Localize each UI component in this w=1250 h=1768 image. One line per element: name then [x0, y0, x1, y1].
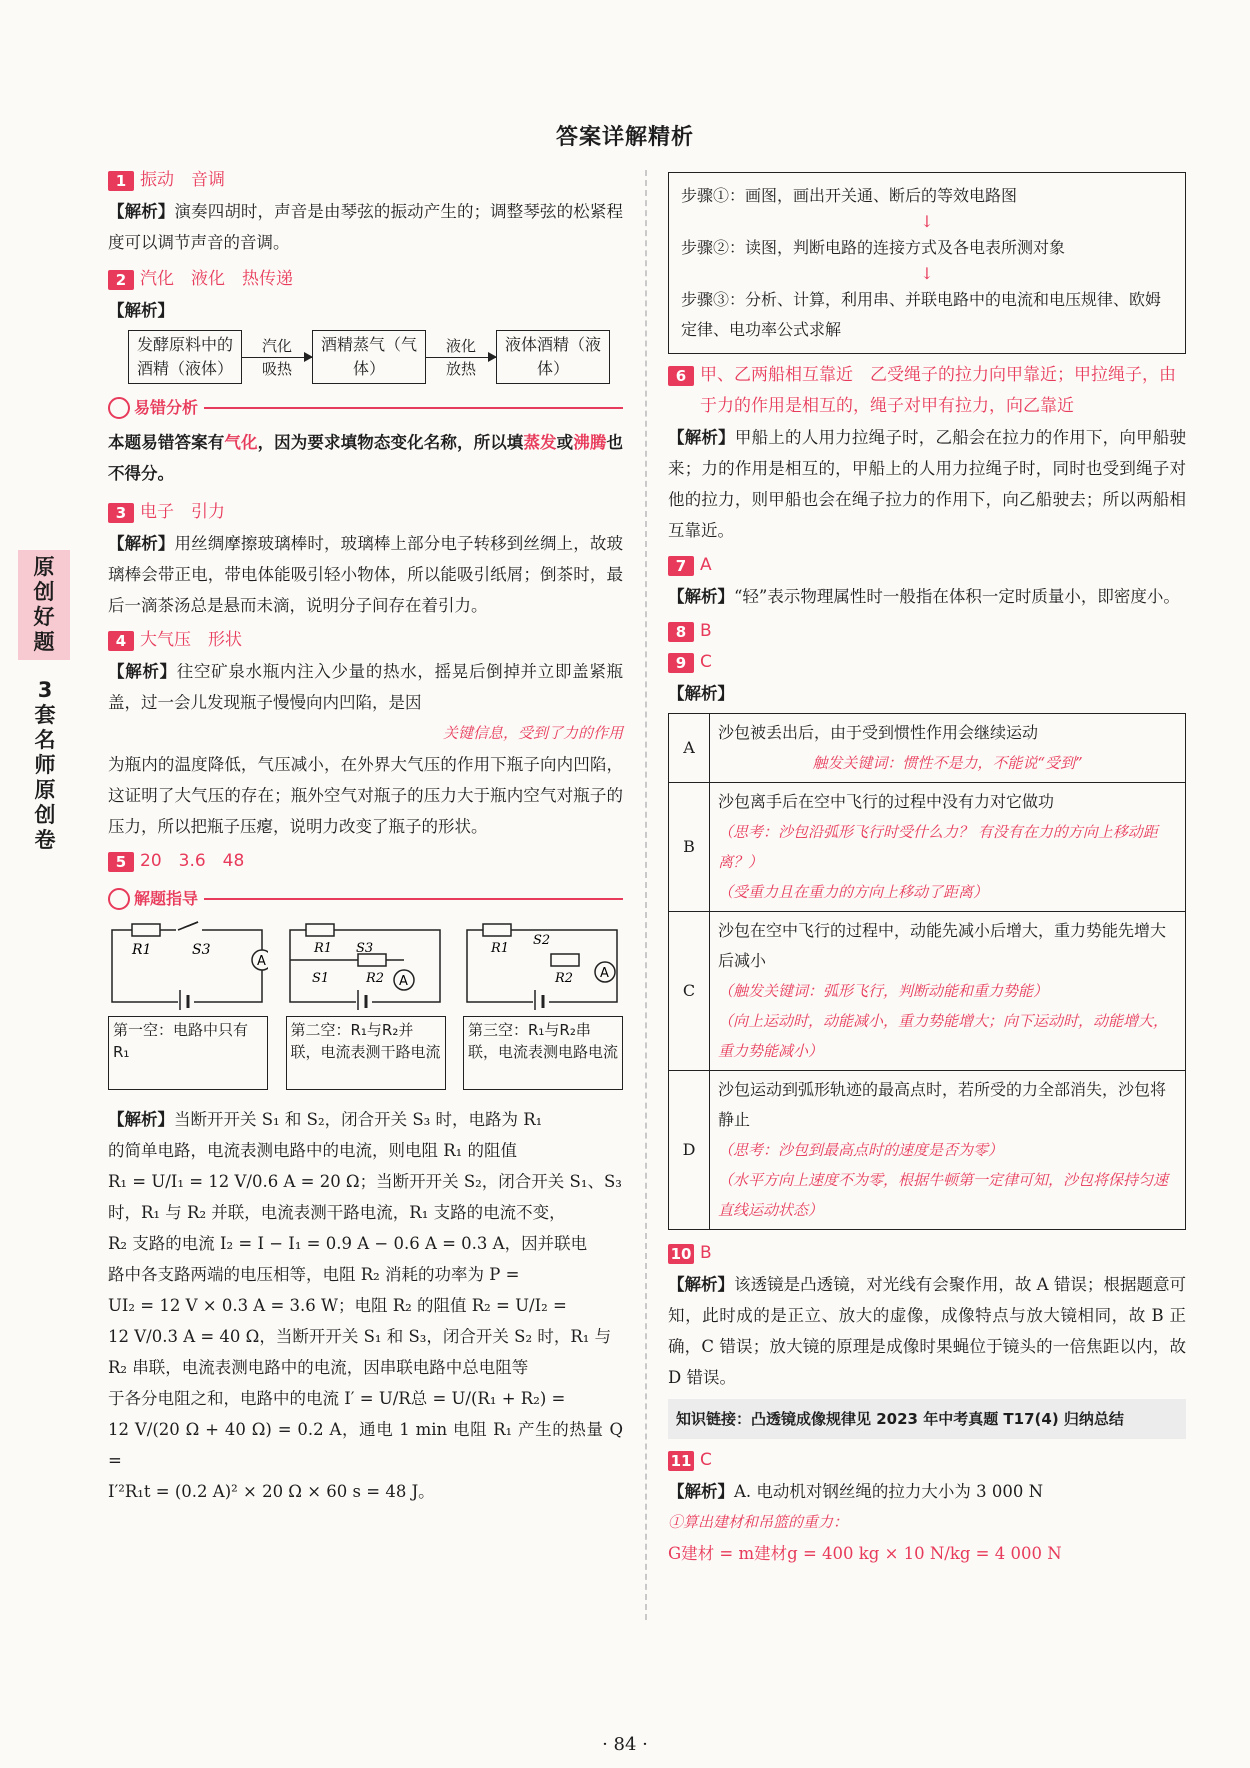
question-answer: 大气压 形状 — [140, 630, 242, 650]
down-arrow-icon: ↓ — [920, 212, 934, 231]
side-char: 名 — [34, 728, 56, 752]
q5-line: 12 V/(20 Ω + 40 Ω) = 0.2 A，通电 1 min 电阻 R₁ 产生的热量 Q = — [108, 1420, 623, 1470]
table-row — [669, 783, 1186, 912]
side-tab-char: 原 — [33, 555, 55, 579]
q5-line: R₁ = U/I₁ = 12 V/0.6 A = 20 Ω；当断开开关 S₂，闭合开关 S₁、S₃ — [108, 1172, 622, 1191]
q5-line: R₂ 支路的电流 I₂ = I − I₁ = 0.9 A − 0.6 A = 0.3 A，因并联电 — [108, 1234, 588, 1253]
question-number: 2 — [108, 270, 134, 290]
q1-analysis — [108, 196, 623, 258]
option-key: C — [669, 912, 710, 1071]
q5-line: R₂ 串联，电流表测电路中的电流，因串联电路中总电阻等 — [108, 1358, 529, 1377]
circuit-1-diagram — [108, 920, 268, 1010]
q9-analysis-label — [668, 678, 1186, 709]
q5-line: 12 V/0.3 A = 40 Ω，当断开开关 S₁ 和 S₃，闭合开关 S₂ 时，R₁ 与 — [108, 1327, 612, 1346]
option-note: （思考：沙包沿弧形飞行时受什么力？ 有没有在力的方向上移动距离？） — [718, 823, 1158, 871]
circuit-2-diagram — [286, 920, 446, 1010]
page-number: · 84 · — [602, 1734, 648, 1755]
option-note: （受重力且在重力的方向上移动了距离） — [718, 883, 989, 901]
question-number: 1 — [108, 171, 134, 191]
analysis-text: 甲船上的人用力拉绳子时，乙船会在拉力的作用下，向甲船驶来；力的作用是相互的，甲船上的人用力拉绳子时，同时也受到绳子对他的拉力，则甲船也会在绳子拉力的作用下，向乙船驶去；所以两船相互靠近。 — [668, 428, 1187, 540]
option-key: D — [669, 1071, 710, 1230]
q5-line: 时，R₁ 与 R₂ 并联，电流表测干路电流，R₁ 支路的电流不变， — [108, 1203, 566, 1222]
circuit-3 — [463, 920, 623, 1090]
option-note: 触发关键词：惯性不是力，不能说“受到” — [812, 754, 1083, 772]
analysis-text: “轻”表示物理属性时一般指在体积一定时质量小，即密度小。 — [734, 587, 1180, 606]
analysis-label: 【解析】 — [108, 534, 175, 553]
flow-box: 发酵原料中的酒精（液体） — [128, 330, 242, 384]
svg-text:S2: S2 — [533, 933, 551, 948]
question-number: 3 — [108, 503, 134, 523]
side-char: 卷 — [34, 828, 56, 852]
question-answer: 甲、乙两船相互靠近 乙受绳子的拉力向甲靠近；甲拉绳子，由于力的作用是相互的，绳子对甲有拉力，向乙靠近 — [700, 365, 1176, 416]
q5-line — [108, 1104, 623, 1135]
circuit-diagrams — [108, 920, 623, 1090]
svg-text:S1: S1 — [311, 971, 329, 986]
analysis-label: 【解析】 — [108, 662, 177, 681]
q2-analysis-label — [108, 295, 623, 326]
error-analysis-text — [108, 427, 623, 489]
page-title: 答案详解精析 — [555, 125, 694, 150]
q3-header — [108, 497, 623, 528]
err-keyword: 气化 — [224, 433, 258, 452]
step-3: 步骤③：分析、计算，利用串、并联电路中的电流和电压规律、欧姆定律、电功率公式求解 — [681, 290, 1162, 339]
q1-header — [108, 165, 623, 196]
q3-analysis — [108, 528, 623, 621]
analysis-label: 【解析】 — [668, 1275, 735, 1294]
state-change-flow — [128, 330, 623, 384]
error-analysis-tag — [108, 392, 198, 423]
analysis-label: 【解析】 — [668, 1482, 734, 1501]
analysis-label: 【解析】 — [108, 301, 174, 320]
flow-arrow-top: 液化 — [445, 336, 476, 355]
option-cell — [710, 1071, 1186, 1230]
svg-text:A: A — [398, 974, 408, 989]
option-text: 沙包运动到弧形轨迹的最高点时，若所受的力全部消失，沙包将静止 — [718, 1080, 1167, 1129]
flow-arrow-bottom: 放热 — [445, 359, 476, 378]
table-row — [669, 714, 1186, 783]
q4-handwritten-note: 关键信息，受到了力的作用 — [442, 724, 623, 742]
q4-header — [108, 625, 623, 656]
option-cell — [710, 783, 1186, 912]
err-keyword: 沸腾 — [573, 433, 607, 452]
question-answer: B — [700, 621, 712, 641]
q5-line: 于各分电阻之和，电路中的电流 I′ = U/R总 = U/(R₁ + R₂) = — [108, 1389, 566, 1408]
q11-analysis — [668, 1476, 1186, 1507]
question-answer: 振动 音调 — [140, 170, 225, 190]
question-answer: 汽化 液化 热传递 — [140, 269, 293, 289]
q5-analysis — [108, 1104, 623, 1507]
arrow-line — [242, 357, 312, 358]
question-number: 8 — [668, 622, 694, 642]
option-note: （水平方向上速度不为零，根据牛顿第一定律可知，沙包将保持匀速直线运动状态） — [718, 1171, 1169, 1219]
q5-line: UI₂ = 12 V × 0.3 A = 3.6 W；电阻 R₂ 的阻值 R₂ = U/I₂ = — [108, 1296, 567, 1315]
circuit-3-diagram — [463, 920, 623, 1010]
circuit-2 — [286, 920, 446, 1090]
q10-analysis — [668, 1269, 1186, 1393]
side-char: 套 — [34, 703, 56, 727]
svg-text:R2: R2 — [365, 971, 384, 986]
analysis-label: 【解析】 — [668, 428, 735, 447]
tag-label: 解题指导 — [134, 889, 199, 908]
analysis-label: 【解析】 — [668, 587, 734, 606]
label-r1: R1 — [132, 942, 152, 958]
svg-text:R2: R2 — [555, 971, 574, 986]
side-char: 师 — [34, 753, 56, 777]
q11-header — [668, 1445, 1186, 1476]
flow-arrow-bottom: 吸热 — [261, 359, 292, 378]
circuit-2-caption: 第二空：R₁与R₂并联，电流表测干路电流 — [286, 1016, 446, 1090]
question-answer: 电子 引力 — [140, 502, 225, 522]
label-a: A — [257, 954, 266, 969]
knowledge-link: 知识链接：凸透镜成像规律见 2023 年中考真题 T17(4) 归纳总结 — [668, 1399, 1186, 1439]
analysis-label: 【解析】 — [108, 1110, 174, 1129]
right-column — [668, 172, 1186, 1569]
question-answer: 20 3.6 48 — [140, 851, 245, 871]
error-analysis-bar — [108, 392, 623, 423]
circuit-1-caption: 第一空：电路中只有R₁ — [108, 1016, 268, 1090]
flow-arrow — [426, 335, 496, 380]
err-part: 或 — [556, 433, 574, 452]
flow-arrow — [242, 335, 312, 380]
analysis-text: 演奏四胡时，声音是由琴弦的振动产生的；调整琴弦的松紧程度可以调节声音的音调。 — [108, 202, 624, 252]
analysis-text: 该透镜是凸透镜，对光线有会聚作用，故 A 错误；根据题意可知，此时成的是正立、放大的虚像，成像特点与放大镜相同，故 B 正确，C 错误；放大镜的原理是成像时果蝇位于镜头的一倍焦距以内，故 D 错误。 — [668, 1275, 1187, 1387]
flow-box: 液体酒精（液体） — [496, 330, 610, 384]
q11-note: ①算出建材和吊篮的重力： — [668, 1513, 849, 1531]
question-number: 11 — [668, 1451, 694, 1471]
question-number: 6 — [668, 366, 694, 386]
q11-formula: G建材 = m建材g = 400 kg × 10 N/kg = 4 000 N — [668, 1544, 1062, 1563]
side-char: 3 — [37, 678, 53, 702]
question-number: 7 — [668, 556, 694, 576]
face-icon — [108, 397, 130, 419]
flow-arrow-top: 汽化 — [261, 336, 292, 355]
label-s3: S3 — [192, 942, 211, 958]
q5-line: 路中各支路两端的电压相等，电阻 R₂ 消耗的功率为 P = — [108, 1265, 520, 1284]
svg-text:R1: R1 — [491, 941, 510, 956]
circuit-3-caption: 第三空：R₁与R₂串联，电流表测电路电流 — [463, 1016, 623, 1090]
question-number: 9 — [668, 653, 694, 673]
analysis-label: 【解析】 — [668, 684, 734, 703]
tag-rule — [204, 898, 623, 900]
step-2: 步骤②：读图，判断电路的连接方式及各电表所测对象 — [681, 238, 1066, 257]
analysis-text: 用丝绸摩擦玻璃棒时，玻璃棒上部分电子转移到丝绸上，故玻璃棒会带正电，带电体能吸引轻小物体，所以能吸引纸屑；倒茶时，最后一滴茶汤总是悬而未滴，说明分子间存在着引力。 — [108, 534, 624, 615]
q5-header — [108, 846, 623, 877]
q7-header — [668, 550, 1186, 581]
analysis-text: A. 电动机对钢丝绳的拉力大小为 3 000 N — [734, 1482, 1044, 1501]
side-tab — [18, 550, 70, 660]
q5-line: I′²R₁t = (0.2 A)² × 20 Ω × 60 s = 48 J。 — [108, 1482, 435, 1501]
side-vertical-title — [30, 678, 60, 853]
q10-header — [668, 1238, 1186, 1269]
q9-header — [668, 647, 1186, 678]
solution-guide-tag — [108, 883, 198, 914]
q6-analysis — [668, 422, 1186, 546]
analysis-text: 当断开开关 S₁ 和 S₂，闭合开关 S₃ 时，电路为 R₁ — [174, 1110, 543, 1129]
circuit-1 — [108, 920, 268, 1090]
option-text: 沙包离手后在空中飞行的过程中没有力对它做功 — [718, 792, 1055, 811]
steps-box — [668, 172, 1186, 354]
question-number: 4 — [108, 631, 134, 651]
err-part: ，因为要求填物态变化名称，所以填 — [257, 433, 524, 452]
option-key: B — [669, 783, 710, 912]
option-key: A — [669, 714, 710, 783]
side-tab-char: 创 — [33, 580, 55, 604]
side-tab-char: 题 — [33, 630, 55, 654]
side-tab-char: 好 — [33, 605, 55, 629]
question-number: 5 — [108, 852, 134, 872]
option-note: （思考：沙包到最高点时的速度是否为零） — [718, 1141, 1004, 1159]
face-icon — [108, 888, 130, 910]
side-char: 原 — [34, 778, 56, 802]
step-1: 步骤①：画图，画出开关通、断后的等效电路图 — [681, 186, 1018, 205]
analysis-label: 【解析】 — [108, 202, 175, 221]
down-arrow-icon: ↓ — [920, 264, 934, 283]
q6-header — [668, 360, 1186, 422]
solution-guide-bar — [108, 883, 623, 914]
q7-analysis — [668, 581, 1186, 612]
side-char: 创 — [34, 803, 56, 827]
q2-header — [108, 264, 623, 295]
arrow-line — [426, 357, 496, 358]
option-note: （触发关键词：弧形飞行，判断动能和重力势能） — [718, 982, 1049, 1000]
question-answer: A — [700, 555, 712, 575]
option-cell — [710, 714, 1186, 783]
svg-text:S3: S3 — [355, 941, 373, 956]
option-text: 沙包被丢出后，由于受到惯性作用会继续运动 — [718, 723, 1039, 742]
q5-line: 的简单电路，电流表测电路中的电流，则电阻 R₁ 的阻值 — [108, 1141, 518, 1160]
svg-text:R1: R1 — [313, 941, 332, 956]
table-row — [669, 912, 1186, 1071]
question-answer: C — [700, 652, 712, 672]
option-cell — [710, 912, 1186, 1071]
err-part: 也不得分。 — [108, 433, 624, 483]
question-answer: C — [700, 1450, 712, 1470]
flow-box: 酒精蒸气（气体） — [312, 330, 426, 384]
q9-options-table — [668, 713, 1186, 1230]
svg-text:A: A — [600, 966, 609, 981]
analysis-text: 往空矿泉水瓶内注入少量的热水，摇晃后倒掉并立即盖紧瓶盖，过一会儿发现瓶子慢慢向内凹陷，是因 — [108, 662, 624, 712]
tag-label: 易错分析 — [134, 398, 199, 417]
column-divider — [645, 170, 647, 1620]
question-number: 10 — [668, 1244, 694, 1264]
tag-rule — [204, 407, 623, 409]
left-column — [108, 165, 623, 1507]
resistor-r1 — [132, 924, 160, 936]
table-row — [669, 1071, 1186, 1230]
err-part: 本题易错答案有 — [108, 433, 225, 452]
question-answer: B — [700, 1243, 712, 1263]
q8-header — [668, 616, 1186, 647]
option-note: （向上运动时，动能减小，重力势能增大；向下运动时，动能增大，重力势能减小） — [718, 1012, 1169, 1060]
q4-analysis — [108, 656, 623, 718]
q4-analysis-cont: 为瓶内的温度降低，气压减小，在外界大气压的作用下瓶子向内凹陷，这证明了大气压的存在；瓶外空气对瓶子的压力大于瓶内空气对瓶子的压力，所以把瓶子压瘪，说明力改变了瓶子的形状。 — [108, 755, 623, 836]
err-keyword: 蒸发 — [523, 433, 557, 452]
option-text: 沙包在空中飞行的过程中，动能先减小后增大，重力势能先增大后减小 — [718, 921, 1167, 970]
